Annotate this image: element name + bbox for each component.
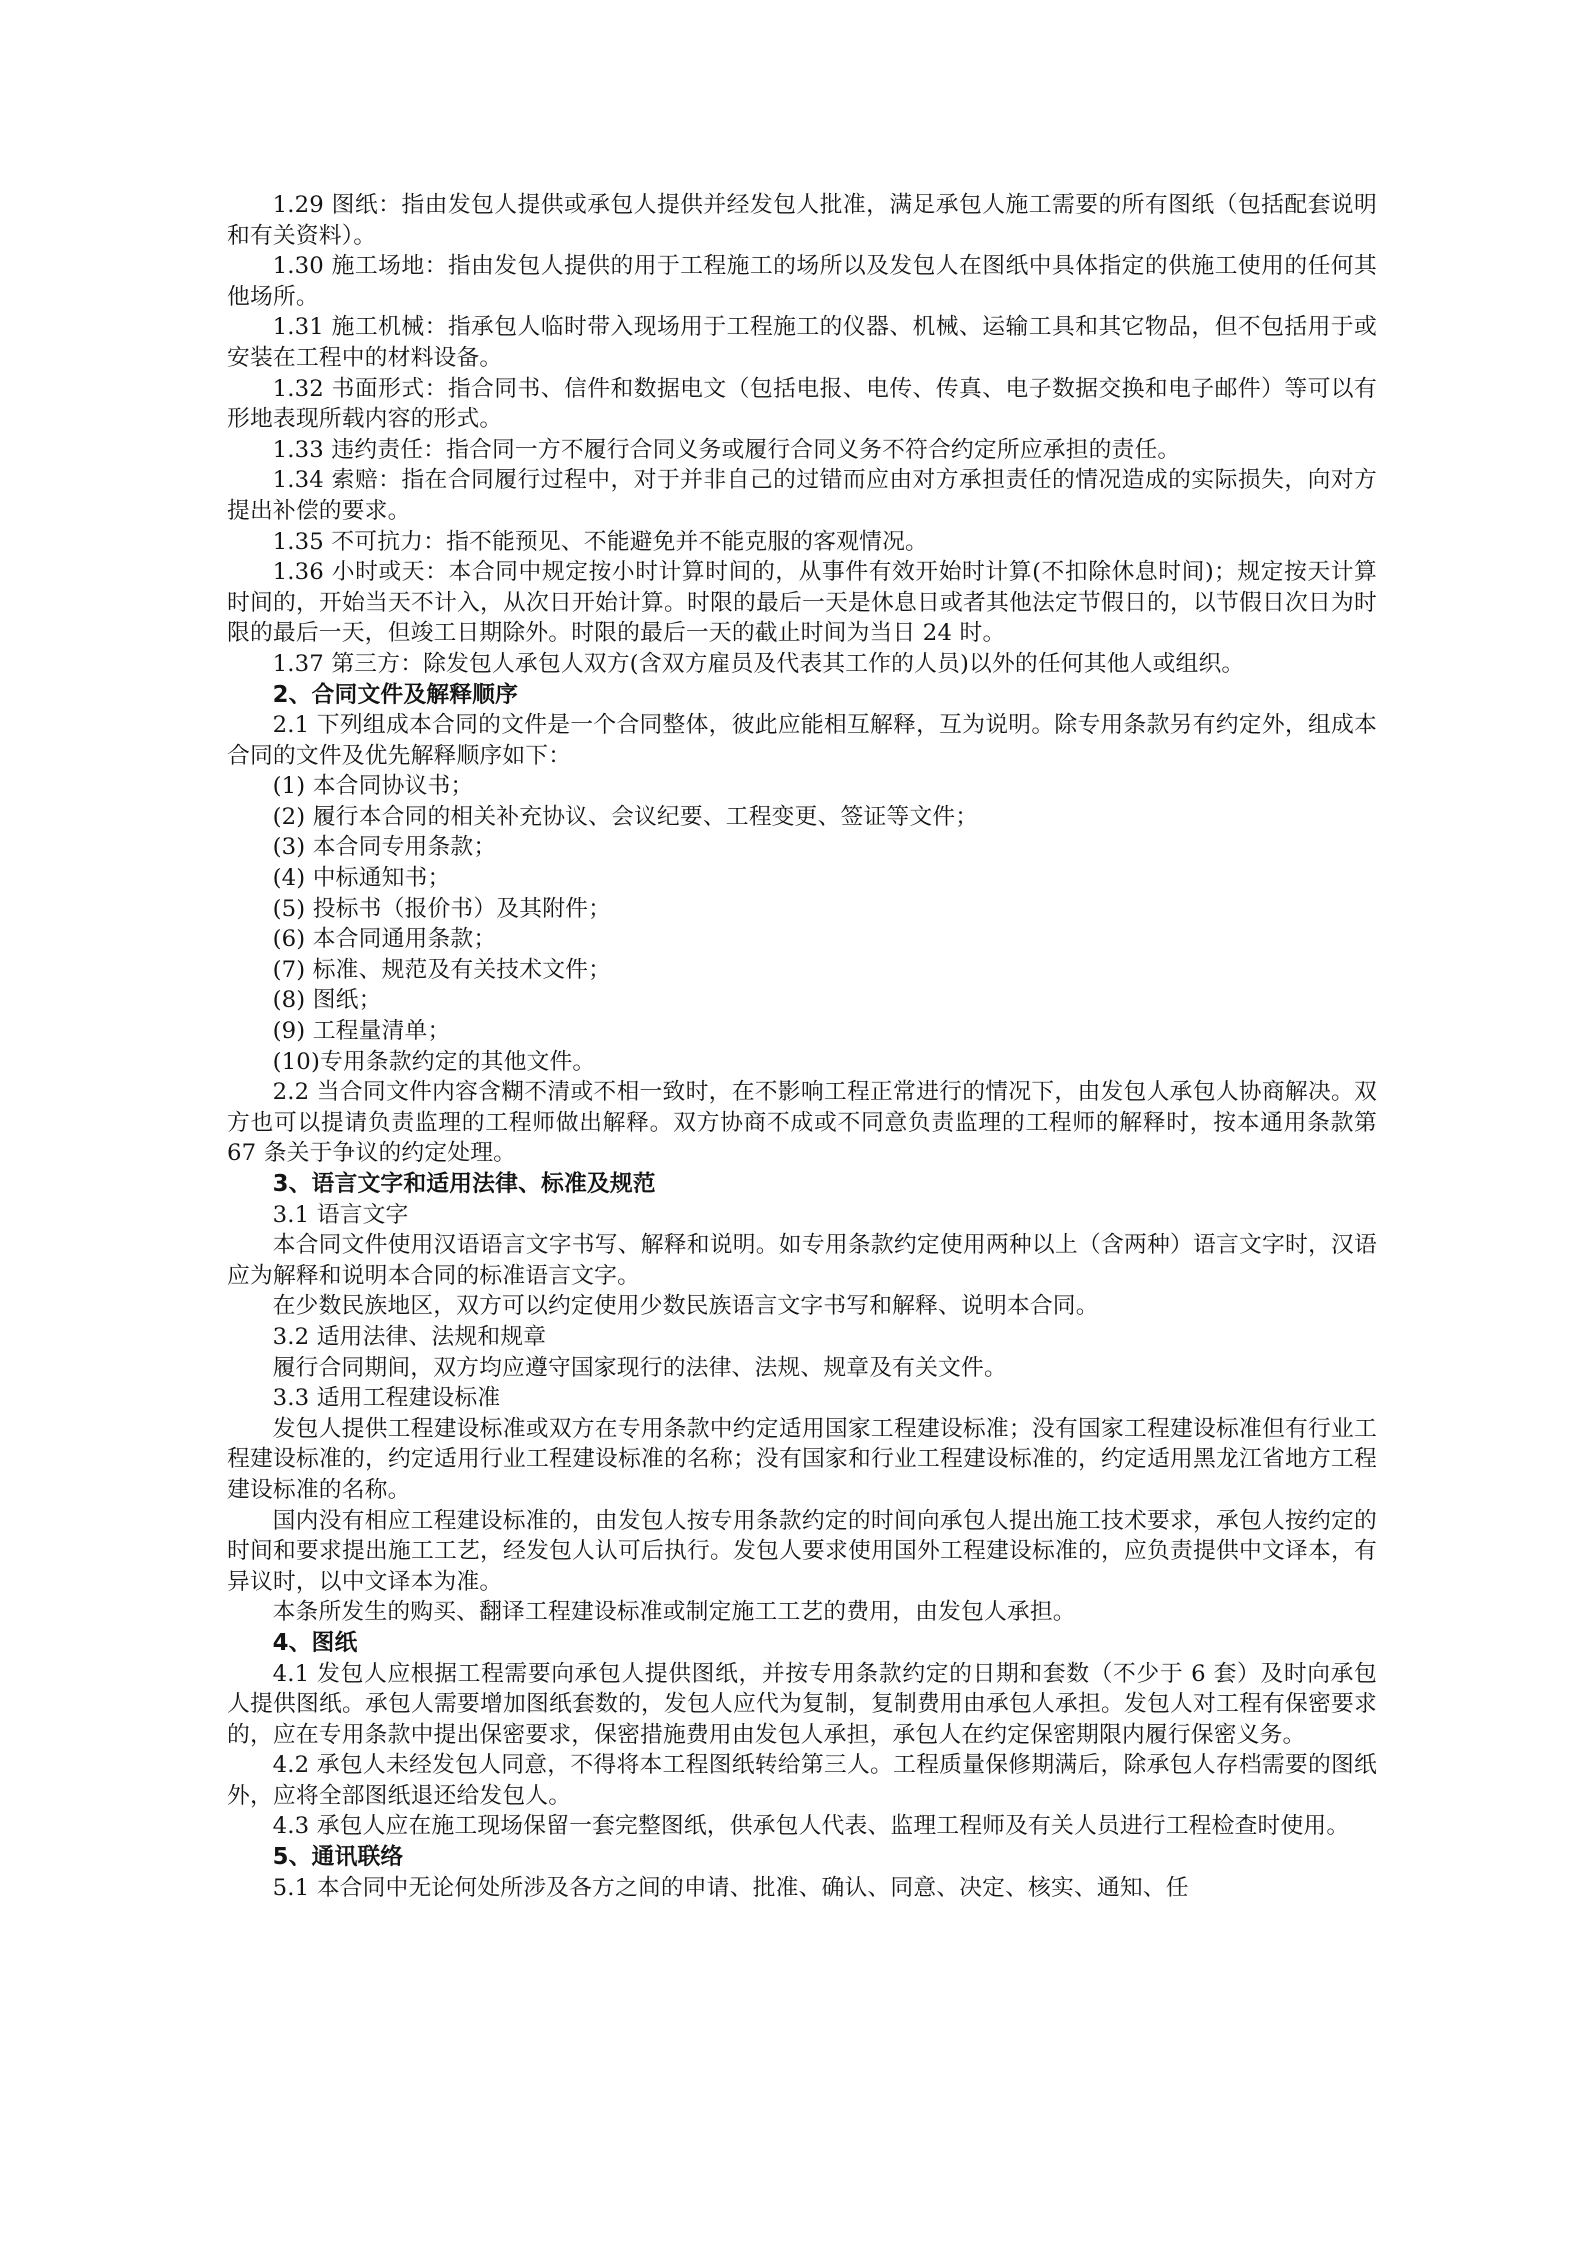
clause-1-33: 1.33 违约责任：指合同一方不履行合同义务或履行合同义务不符合约定所应承担的责任。 [272,436,1181,463]
section-heading-3: 3、语言文字和适用法律、标准及规范 [272,1171,656,1197]
clause-3-3-body: 发包人提供工程建设标准或双方在专用条款中约定适用国家工程建设标准；没有国家工程建设标准但有行业工程建设标准的，约定适用行业工程建设标准的名称；没有国家和行业工程建设标准的，约定适用黑龙江省地方工程建设标准的名称。 [227,1415,1377,1503]
clause-2-1: 2.1 下列组成本合同的文件是一个合同整体，彼此应能相互解释，互为说明。除专用条款另有约定外，组成本合同的文件及优先解释顺序如下： [227,712,1377,769]
section-heading-4: 4、图纸 [272,1629,358,1656]
list-item: (5) 投标书（报价书）及其附件； [272,895,612,922]
document-body [227,190,1377,1903]
section-heading-5: 5、通讯联络 [272,1844,404,1871]
clause-1-34: 1.34 索赔：指在合同履行过程中，对于并非自己的过错而应由对方承担责任的情况造成的实际损失，向对方提出补偿的要求。 [227,467,1377,524]
list-item: (3) 本合同专用条款； [272,834,497,861]
list-item: (1) 本合同协议书； [272,773,474,800]
list-item: (4) 中标通知书； [272,865,451,892]
clause-3-2-title: 3.2 适用法律、法规和规章 [272,1323,547,1350]
list-item: (7) 标准、规范及有关技术文件； [272,956,612,983]
clause-3-2-body: 履行合同期间，双方均应遵守国家现行的法律、法规、规章及有关文件。 [272,1354,1007,1381]
list-item: (6) 本合同通用条款； [272,926,497,953]
clause-1-36: 1.36 小时或天：本合同中规定按小时计算时间的，从事件有效开始时计算(不扣除休息时间)；规定按天计算时间的，开始当天不计入，从次日开始计算。时限的最后一天是休息日或者其他法定节假日的，以节假日次日为时限的最后一天，但竣工日期除外。时限的最后一天的截止时间为当日 24 时。 [227,559,1377,647]
clause-4-1: 4.1 发包人应根据工程需要向承包人提供图纸，并按专用条款约定的日期和套数（不少于 6 套）及时向承包人提供图纸。承包人需要增加图纸套数的，发包人应代为复制，复制费用由承包人承担。发包人对工程有保密要求的，应在专用条款中提出保密要求，保密措施费用由发包人承担，承包人在约定保密期限内履行保密义务。 [227,1660,1377,1748]
clause-3-1-title: 3.1 语言文字 [272,1201,409,1228]
clause-1-37: 1.37 第三方：除发包人承包人双方(含双方雇员及代表其工作的人员)以外的任何其他人或组织。 [272,650,1245,677]
clause-1-30: 1.30 施工场地：指由发包人提供的用于工程施工的场所以及发包人在图纸中具体指定的供施工使用的任何其他场所。 [227,253,1377,310]
clause-4-3: 4.3 承包人应在施工现场保留一套完整图纸，供承包人代表、监理工程师及有关人员进行工程检查时使用。 [272,1813,1350,1840]
clause-3-3-title: 3.3 适用工程建设标准 [272,1385,501,1412]
clause-1-35: 1.35 不可抗力：指不能预见、不能避免并不能克服的客观情况。 [272,528,928,555]
clause-3-3-domestic: 国内没有相应工程建设标准的，由发包人按专用条款约定的时间向承包人提出施工技术要求，承包人按约定的时间和要求提出施工工艺，经发包人认可后执行。发包人要求使用国外工程建设标准的，应负责提供中文译本，有异议时，以中文译本为准。 [227,1507,1377,1595]
section-heading-2: 2、合同文件及解释顺序 [272,681,519,708]
clause-5-1: 5.1 本合同中无论何处所涉及各方之间的申请、批准、确认、同意、决定、核实、通知、任 [272,1874,1189,1901]
clause-3-1-minority: 在少数民族地区，双方可以约定使用少数民族语言文字书写和解释、说明本合同。 [272,1293,1099,1320]
clause-3-3-costs: 本条所发生的购买、翻译工程建设标准或制定施工工艺的费用，由发包人承担。 [272,1599,1076,1626]
list-item: (9) 工程量清单； [272,1018,451,1045]
clause-3-1-body: 本合同文件使用汉语语言文字书写、解释和说明。如专用条款约定使用两种以上（含两种）语言文字时，汉语应为解释和说明本合同的标准语言文字。 [227,1232,1377,1289]
list-item: (8) 图纸； [272,987,382,1014]
clause-4-2: 4.2 承包人未经发包人同意，不得将本工程图纸转给第三人。工程质量保修期满后，除承包人存档需要的图纸外，应将全部图纸退还给发包人。 [227,1752,1377,1809]
clause-1-32: 1.32 书面形式：指合同书、信件和数据电文（包括电报、电传、传真、电子数据交换和电子邮件）等可以有形地表现所载内容的形式。 [227,375,1377,433]
list-item: (10)专用条款约定的其他文件。 [272,1048,596,1075]
list-item: (2) 履行本合同的相关补充协议、会议纪要、工程变更、签证等文件； [272,803,979,830]
clause-1-29: 1.29 图纸：指由发包人提供或承包人提供并经发包人批准，满足承包人施工需要的所有图纸（包括配套说明和有关资料）。 [227,192,1377,249]
clause-2-2: 2.2 当合同文件内容含糊不清或不相一致时，在不影响工程正常进行的情况下，由发包人承包人协商解决。双方也可以提请负责监理的工程师做出解释。双方协商不成或不同意负责监理的工程师的解释时，按本通用条款第 67 条关于争议的约定处理。 [227,1079,1377,1167]
clause-1-31: 1.31 施工机械：指承包人临时带入现场用于工程施工的仪器、机械、运输工具和其它物品，但不包括用于或安装在工程中的材料设备。 [227,314,1377,371]
